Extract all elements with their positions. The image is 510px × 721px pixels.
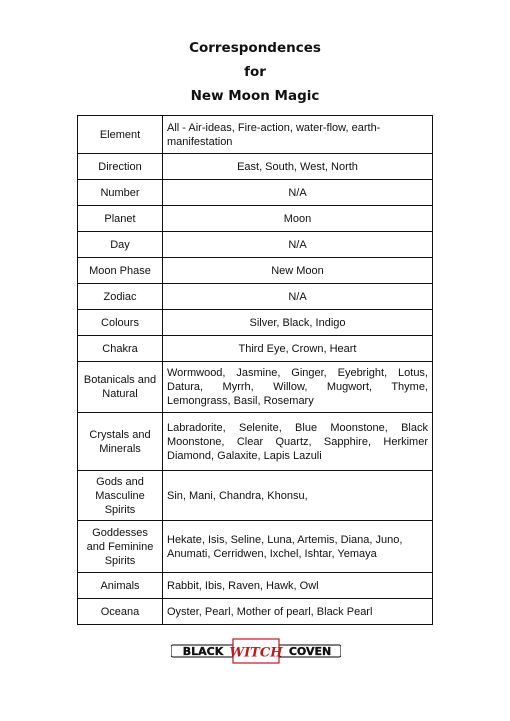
row-value: All - Air-ideas, Fire-action, water-flow, earth-manifestation [163,116,433,154]
table-row [78,413,433,471]
row-value: Hekate, Isis, Seline, Luna, Artemis, Diana, Juno, Anumati, Cerridwen, Ixchel, Ishtar, Yemaya [163,521,433,573]
row-label: Oceana [78,599,163,625]
row-label: Goddesses and Feminine Spirits [78,521,163,573]
row-label: Colours [78,310,163,336]
table-row [78,336,433,362]
row-value: New Moon [163,258,433,284]
row-label: Gods and Masculine Spirits [78,471,163,521]
table-row [78,310,433,336]
row-label: Chakra [78,336,163,362]
title-line-2: for [244,64,266,80]
row-value: Rabbit, Ibis, Raven, Hawk, Owl [163,573,433,599]
row-value: Sin, Mani, Chandra, Khonsu, [163,471,433,521]
row-label: Moon Phase [78,258,163,284]
row-value: Oyster, Pearl, Mother of pearl, Black Pearl [163,599,433,625]
row-label: Day [78,232,163,258]
table-row [78,180,433,206]
row-value: Moon [163,206,433,232]
row-value: Third Eye, Crown, Heart [163,336,433,362]
row-label: Planet [78,206,163,232]
page-title [0,36,510,108]
row-value: Wormwood, Jasmine, Ginger, Eyebright, Lotus, Datura, Myrrh, Willow, Mugwort, Thyme, Lemongrass, Basil, Rosemary [163,362,433,413]
row-label: Direction [78,154,163,180]
row-value: N/A [163,284,433,310]
row-label: Element [78,116,163,154]
row-value: East, South, West, North [163,154,433,180]
title-line-3: New Moon Magic [190,88,320,104]
title-line-1: Correspondences [189,40,321,56]
table-row [78,258,433,284]
row-value: N/A [163,232,433,258]
table-row [78,116,433,154]
table-row [78,232,433,258]
black-witch-coven-logo [171,638,341,664]
row-label: Number [78,180,163,206]
table-row [78,284,433,310]
row-value: N/A [163,180,433,206]
table-row [78,154,433,180]
table-row [78,521,433,573]
table-row [78,573,433,599]
correspondence-table [77,115,433,625]
table-row [78,599,433,625]
table-row [78,362,433,413]
row-value: Silver, Black, Indigo [163,310,433,336]
row-label: Animals [78,573,163,599]
row-label: Zodiac [78,284,163,310]
table-row [78,471,433,521]
logo-left-word: BLACK [182,645,224,658]
row-label: Botanicals and Natural [78,362,163,413]
logo-middle-word: WITCH [229,645,283,661]
logo-right-word: COVEN [288,645,332,658]
table-row [78,206,433,232]
row-value: Labradorite, Selenite, Blue Moonstone, Black Moonstone, Clear Quartz, Sapphire, Herkimer Diamond, Galaxite, Lapis Lazuli [163,413,433,471]
row-label: Crystals and Minerals [78,413,163,471]
